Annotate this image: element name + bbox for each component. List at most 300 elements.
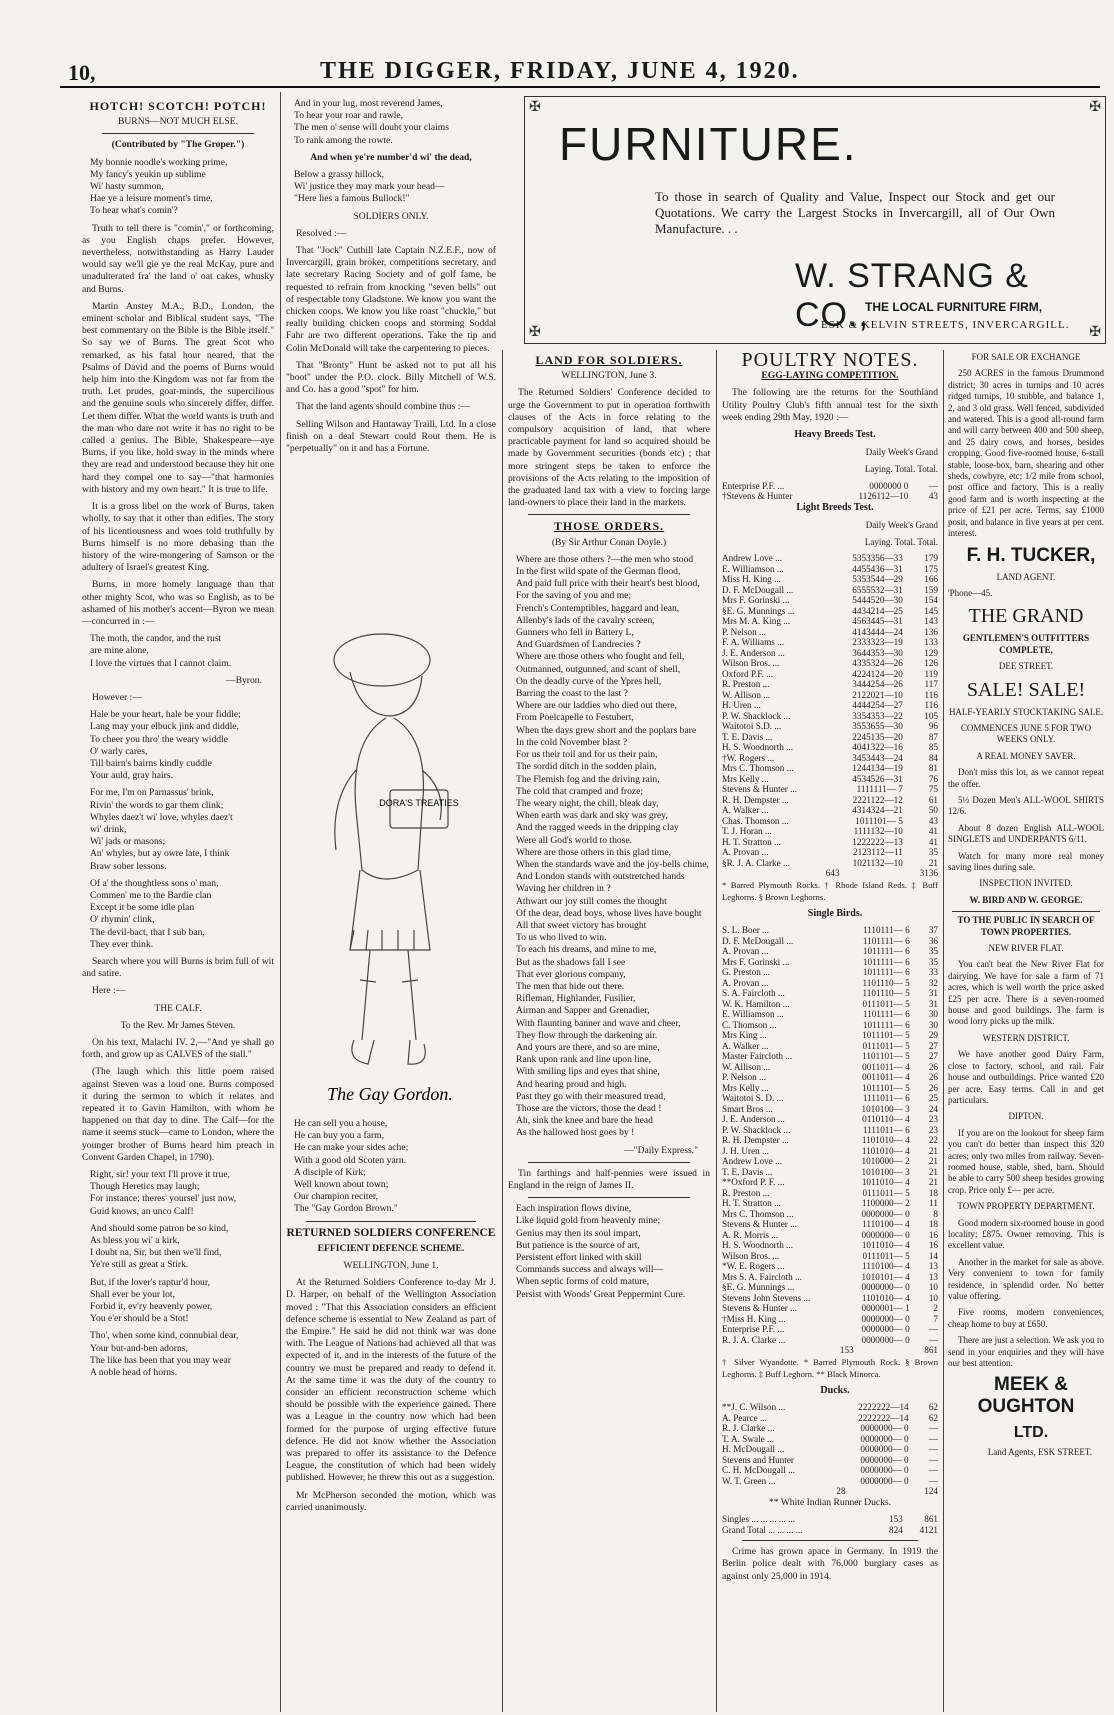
divider [952, 911, 1100, 912]
table-cell: 133 [924, 637, 938, 648]
table-row [722, 957, 938, 968]
table-cell: 3444254—26 [852, 679, 903, 690]
table-cell: D. F. McDougall ... [722, 584, 794, 595]
divider [742, 1540, 918, 1541]
table-title: Heavy Breeds Test. [794, 429, 876, 441]
table-cell: G. Preston ... [722, 967, 770, 978]
table-cell: 29 [928, 1030, 938, 1041]
paragraph: However :— [92, 691, 142, 703]
table-cell: 10 [928, 1282, 938, 1293]
table-cell: P. Nelson ... [722, 1072, 766, 1083]
table-cell: 1111111— 7 [856, 784, 903, 795]
column-rsc [286, 1118, 496, 1710]
summary-cell: 4121 [919, 1524, 938, 1535]
table-cell: 117 [924, 679, 938, 690]
table-cell: 154 [924, 595, 938, 606]
table-title: Single Birds. [807, 908, 863, 920]
table-cell: Oxford P.F. ... [722, 668, 774, 679]
table-row [722, 1062, 938, 1073]
table-cell: 1110100— 4 [862, 1219, 910, 1230]
table-row [722, 564, 938, 575]
table-row [722, 999, 938, 1010]
table-cell: Enterprise P.F. ... [722, 480, 785, 491]
furniture-advertisement [524, 96, 1106, 344]
table-head: Daily Week's Grand [865, 447, 938, 458]
verse: Each inspiration flows divine, Like liquid gold from heavenly mine; Genius may then its soul impart, But patience is the source of art, Persistent effort linked with skill Commands success and always will— When septic forms of cold mature, Persist with Woods' Great Peppermint Cure. [516, 1203, 686, 1300]
table-row [722, 1455, 938, 1466]
table-cell: 136 [924, 626, 938, 637]
table-cell: 16 [928, 1240, 938, 1251]
divider [102, 133, 254, 134]
table-row [722, 1156, 938, 1167]
table-row [722, 1282, 938, 1293]
table-cell: 2222222—14 [858, 1402, 909, 1413]
table-cell: Chas. Thomson ... [722, 815, 789, 826]
ad-sub: INSPECTION INVITED. [979, 878, 1073, 889]
verse: Right, sir! your text I'll prove it true, Though Heretics may laugh; For instance; theres' yoursel' just now, Guid knows, an unco Calf! [90, 1169, 237, 1217]
table-cell: Waitotoi S. D. ... [722, 1093, 784, 1104]
table-cell: A. R. Morris ... [722, 1229, 779, 1240]
table-cell: J. H. Uren ... [722, 1145, 769, 1156]
paragraph: That "Bronty" Hunt be asked not to put all his "boot" under the P.O. clock. Billy Mitchell of W.S. and Co. has a good "spot" for him. [286, 359, 496, 396]
table-row [722, 491, 938, 502]
table-cell: 21 [928, 857, 938, 868]
table-cell: R. H. Dempster ... [722, 794, 789, 805]
table-cell: A. Provan ... [722, 977, 769, 988]
table-head: Laying. Total. Total. [864, 464, 938, 475]
ad-sub: W. BIRD AND W. GEORGE. [969, 894, 1083, 905]
table-cell: P. Nelson ... [722, 626, 766, 637]
table-cell: W. Allison ... [722, 689, 771, 700]
verse: He can sell you a house, He can buy you a farm, He can make your sides ache; With a good old Scoten yarn. A disciple of Kirk; Well known about town; Our champion reciter, The "Gay Gordon Brown." [294, 1118, 409, 1215]
table-row [722, 837, 938, 848]
paragraph: Good modern six-roomed house in good locality; £875. Owner removing. This is excellent value. [948, 1217, 1104, 1251]
article-title: POULTRY NOTES. [741, 352, 919, 371]
table-cell: R. H. Dempster ... [722, 1135, 789, 1146]
table-title: Light Breeds Test. [796, 501, 874, 513]
table-cell: 1011111— 6 [862, 956, 910, 967]
table-cell: 2222222—14 [858, 1412, 909, 1423]
table-cell: 21 [928, 1156, 938, 1167]
table-cell: 5444520—30 [852, 595, 903, 606]
source-attribution: —"Daily Express." [624, 1144, 698, 1156]
table-cell: 32 [928, 977, 938, 988]
table-cell: Master Faircloth ... [722, 1051, 793, 1062]
dateline: WELLINGTON, June 3. [561, 370, 657, 382]
table-cell: 87 [928, 731, 938, 742]
table-note: † Silver Wyandotte. * Barred Plymouth Rock. § Brown Leghorns. ‡ Buff Leghorn. ** Black Minorca. [722, 1356, 938, 1380]
table-cell: — [928, 1454, 938, 1465]
table-cell: 30 [928, 1019, 938, 1030]
table-cell: 1101010— 4 [861, 1145, 910, 1156]
total-cell: 124 [924, 1486, 938, 1497]
column-poultry [722, 352, 938, 1710]
table-cell: H. S. Woodnorth ... [722, 742, 794, 753]
table-row [722, 721, 938, 732]
divider [528, 1162, 690, 1163]
table-cell: 1111011— 6 [862, 1124, 910, 1135]
table-cell: 4335324—26 [852, 658, 903, 669]
byline: (Contributed by "The Groper.") [111, 139, 245, 151]
table-cell: H. S. Woodnorth ... [722, 1240, 794, 1251]
verse-heading: And when ye're number'd wi' the dead, [310, 151, 472, 163]
table-cell: Stevens & Hunter ... [722, 784, 798, 795]
table-row [722, 1402, 938, 1413]
table-row [722, 1083, 938, 1094]
table-cell: 105 [924, 710, 938, 721]
table-cell: A. Provan ... [722, 946, 769, 957]
table-cell: 0111011— 5 [862, 998, 910, 1009]
table-head: Daily Week's Grand [865, 519, 938, 530]
table-cell: 1011101— 5 [862, 1030, 910, 1041]
table-cell: 2333323—19 [852, 637, 903, 648]
table-row [722, 637, 938, 648]
table-cell: Stevens & Hunter ... [722, 1303, 798, 1314]
table-row [722, 1324, 938, 1335]
table-cell: P. W. Shacklock ... [722, 710, 791, 721]
paragraph: If you are on the lookout for sheep farm you can't do better than inspect this 320 acres; only two miles from railway. Seven-roomed house, stable, shed, barn. Should be able to carry 500 sheep besides growing crop. Price only £— per acre. [948, 1127, 1104, 1195]
table-row [722, 1261, 938, 1272]
table-cell: 143 [924, 616, 938, 627]
ad-sub: HALF-YEARLY STOCKTAKING SALE. [948, 706, 1104, 717]
article-title: LAND FOR SOLDIERS. [535, 353, 683, 367]
masthead: THE DIGGER, FRIDAY, JUNE 4, 1920. [320, 58, 800, 84]
single-totals [722, 1345, 938, 1356]
article-subtitle: EGG-LAYING COMPETITION. [761, 370, 899, 382]
table-row [722, 753, 938, 764]
table-row [722, 1335, 938, 1346]
divider [306, 1221, 476, 1222]
table-cell: Miss H. King ... [722, 574, 781, 585]
table-cell: 1126112—10 [858, 491, 909, 502]
table-cell: 175 [924, 563, 938, 574]
table-cell: 21 [928, 1166, 938, 1177]
table-cell: Mrs M. A. King ... [722, 616, 791, 627]
table-cell: Mrs Kelly ... [722, 773, 769, 784]
table-row [722, 967, 938, 978]
ad-heading: FOR SALE OR EXCHANGE [971, 352, 1081, 362]
paragraph: There are just a selection. We ask you to send in your enquiries and they will have our best attention. [948, 1335, 1104, 1369]
table-cell: §R. J. A. Clarke ... [722, 857, 790, 868]
paragraph: It is a gross libel on the work of Burns, taken wholly, to say that it other than edifies. The story of his licentiousness and woes told truthfully by Burns himself is no more debasing than the history of the wire-mongering of Samson or the adultery of Israel's greatest King. [82, 501, 274, 574]
table-row [722, 858, 938, 869]
paragraph: Crime has grown apace in Germany. In 1919 the Berlin police dealt with 76,000 burglary cases as against only 25,000 in 1914. [722, 1546, 938, 1582]
table-cell: 4563445—31 [852, 616, 903, 627]
table-cell: Mrs King ... [722, 1030, 767, 1041]
table-row [722, 1444, 938, 1455]
table-cell: 3453443—24 [852, 752, 903, 763]
table-cell: R. J. A. Clarke ... [722, 1334, 786, 1345]
table-cell: 30 [928, 1009, 938, 1020]
table-cell: 21 [928, 1177, 938, 1188]
table-row [722, 627, 938, 638]
table-cell: 4534526—31 [852, 773, 903, 784]
table-row [722, 679, 938, 690]
table-cell: J. E. Anderson ... [722, 1114, 785, 1125]
table-cell: 1101010— 4 [861, 1135, 910, 1146]
table-row [722, 1051, 938, 1062]
table-cell: 1011101— 5 [855, 815, 903, 826]
paragraph: Tin farthings and half-pennies were issued in England in the reign of James II. [508, 1167, 710, 1191]
table-cell: 13 [928, 1261, 938, 1272]
table-cell: 4455436—31 [852, 563, 903, 574]
paragraph: Truth to tell there is "comin'," or forthcoming, as you English chaps prefer. However, nevertheless, notwithstanding as Harry Lauder would say we'll gie ye the real McKay, pure and unadulterated fra' the land o' oat cakes, whusky and Burns. [82, 222, 274, 295]
paragraph: Mr McPherson seconded the motion, which was carried unanimously. [286, 1489, 496, 1513]
table-cell: 166 [924, 574, 938, 585]
table-cell: — [928, 1324, 938, 1335]
table-cell: 62 [928, 1412, 938, 1423]
table-cell: 81 [928, 763, 938, 774]
table-row [722, 658, 938, 669]
ad-name: F. H. TUCKER, [966, 544, 1096, 566]
table-cell: 2221122—12 [852, 794, 903, 805]
table-cell: H. Uren ... [722, 700, 761, 711]
table-cell: 4143444—24 [852, 626, 903, 637]
ad-sub: DIPTON. [1008, 1111, 1044, 1122]
table-row [722, 816, 938, 827]
table-cell: 84 [928, 752, 938, 763]
column-rule [280, 92, 281, 1712]
table-cell: 1011111— 6 [862, 967, 910, 978]
table-cell: 37 [928, 925, 938, 936]
table-cell: 1101010— 4 [861, 1292, 910, 1303]
table-row [722, 774, 938, 785]
total-cell: 28 [836, 1486, 846, 1497]
ad-sub: A REAL MONEY SAVER. [976, 750, 1076, 761]
table-cell: 33 [928, 967, 938, 978]
verse: And should some patron be so kind, As bless you wi' a kirk, I doubt na, Sir, but then we'll find, Ye're still as great a Stirk. [90, 1222, 229, 1271]
table-cell: Waitotoi S.D. ... [722, 721, 782, 732]
table-cell: 27 [928, 1051, 938, 1062]
table-cell: 0000000— 0 [860, 1475, 909, 1486]
paragraph: Five rooms, modern conveniences, cheap home to buy at £650. [948, 1307, 1104, 1329]
table-cell: 129 [924, 647, 938, 658]
table-cell: 22 [928, 1135, 938, 1146]
table-cell: 3354353—22 [852, 710, 903, 721]
table-cell: H. McDougall ... [722, 1444, 785, 1455]
table-cell: Smart Bros ... [722, 1103, 773, 1114]
table-cell: 16 [928, 1229, 938, 1240]
table-cell: 0000000— 0 [861, 1229, 910, 1240]
table-cell: 8 [933, 1208, 938, 1219]
table-cell: A. Provan ... [722, 847, 769, 858]
poem-dedication: To the Rev. Mr James Steven. [120, 1019, 236, 1031]
divider [528, 514, 690, 515]
summary-cell: 824 [889, 1524, 903, 1535]
table-cell: 61 [928, 794, 938, 805]
table-cell: Enterprise P.F. ... [722, 1324, 785, 1335]
table-cell: †W. Rogers ... [722, 752, 775, 763]
table-cell: 5353356—33 [852, 553, 903, 564]
table-cell: 14 [928, 1250, 938, 1261]
verse: Hale be your heart, hale be your fiddle; Lang may your elbuck jink and diddle, To cheer you thro' the weary widdle O' warly cares, Till bairn's bairns kindly cuddle Your auld, gray hairs. [90, 709, 241, 782]
ad-tagline: THE LOCAL FURNITURE FIRM, [865, 300, 1043, 314]
table-title: Ducks. [820, 1385, 850, 1397]
table-row [722, 1041, 938, 1052]
total-cell: 861 [924, 1345, 938, 1356]
table-row [722, 669, 938, 680]
table-cell: Wilson Bros. ... [722, 1250, 780, 1261]
table-cell: 3644353—30 [852, 647, 903, 658]
table-cell: 1101110— 5 [862, 977, 910, 988]
table-cell: J. E. Anderson ... [722, 647, 785, 658]
table-cell: 1010100— 3 [861, 1103, 910, 1114]
table-cell: R. Preston ... [722, 1187, 770, 1198]
table-cell: C. Thomson ... [722, 1019, 777, 1030]
table-cell: 62 [928, 1402, 938, 1413]
table-row [722, 1030, 938, 1041]
table-cell: Stevens John Stevens ... [722, 1292, 811, 1303]
paragraph: Resolved :— [296, 227, 347, 239]
table-cell: 6555532—31 [852, 584, 903, 595]
table-cell: 119 [924, 668, 938, 679]
ad-sub: TOWN PROPERTY DEPARTMENT. [957, 1201, 1095, 1212]
table-cell: 21 [928, 1145, 938, 1156]
table-cell: 1021132—10 [852, 857, 903, 868]
cartoon-caption: The Gay Gordon. [327, 1084, 453, 1104]
table-cell: 0011011— 4 [862, 1061, 910, 1072]
table-cell: 13 [928, 1271, 938, 1282]
table-cell: 1011111— 6 [862, 946, 910, 957]
table-cell: 1011010— 4 [861, 1177, 910, 1188]
table-row [722, 784, 938, 795]
table-cell: 2245135—20 [852, 731, 903, 742]
dateline: WELLINGTON, June 1. [343, 1260, 439, 1272]
light-breeds-table [722, 553, 938, 868]
table-cell: Stevens & Hunter ... [722, 1219, 798, 1230]
table-cell: 1101101— 5 [862, 1051, 910, 1062]
table-cell: 0111011— 5 [862, 1250, 910, 1261]
table-cell: Stevens and Hunter [722, 1454, 794, 1465]
table-cell: W. T. Green ... [722, 1475, 776, 1486]
article-title: THOSE ORDERS. [553, 519, 665, 534]
table-row [722, 1293, 938, 1304]
ad-name: SALE! SALE! [966, 678, 1086, 701]
table-cell: 0000000— 0 [861, 1313, 910, 1324]
ad-sub: WESTERN DISTRICT. [982, 1032, 1070, 1043]
ad-phone: 'Phone—45. [948, 587, 993, 598]
table-cell: 0111011— 5 [862, 1187, 910, 1198]
ad-title: FURNITURE. [559, 118, 858, 170]
paragraph: At the Returned Soldiers Conference to-day Mr J. D. Harper, on behalf of the Wellington Association moved : "That this Association considers an efficient defence scheme is essential to New Zealand as part of the Empire." He said he did not think war was done with. The League of Nations had achieved all that was expected of it, and in the interests of the future of the country we must be prepared and ready to defend it. At the same time it was the duty of the country to consider an efficient reconstruction scheme which should be possible with the experience gained. There was a League in the country now which had been formed for the purpose of urging effective future defence. He did not know whether the Association was prepared to offer its assistance to the Defence League, the constitution of which had been widely published. However, he threw this out as a suggestion. [286, 1277, 496, 1484]
table-cell: 26 [928, 1082, 938, 1093]
table-cell: W. K. Hamilton ... [722, 998, 790, 1009]
table-cell: 2122021—10 [852, 689, 903, 700]
table-cell: 3553655—30 [852, 721, 903, 732]
table-row [722, 1240, 938, 1251]
table-cell: 4041322—16 [852, 742, 903, 753]
table-note: ** White Indian Runner Ducks. [768, 1496, 892, 1508]
table-row [722, 1167, 938, 1178]
table-cell: W. Allison ... [722, 1061, 771, 1072]
table-cell: 1101111— 6 [862, 1009, 910, 1020]
cartoon-sign: DORA'S TREATIES [379, 798, 459, 808]
table-cell: 0000000— 0 [860, 1465, 909, 1476]
table-cell: 26 [928, 1061, 938, 1072]
paragraph: Selling Wilson and Hantaway Traill, Ltd. In a close finish on a deal Stewart could Rout them. He is "perpetually" on it and has a Fortune. [286, 418, 496, 455]
verse: Below a grassy hillock, Wi' justice they may mark your head— "Here lies a famous Bullock!" [294, 169, 445, 205]
table-head: Laying. Total. Total. [864, 537, 938, 548]
cartoon-gay-gordon [290, 620, 492, 1110]
column-ads [948, 352, 1104, 1710]
table-cell: — [928, 1475, 938, 1486]
table-cell: 179 [924, 553, 938, 564]
table-cell: T. J. Horan ... [722, 826, 772, 837]
table-cell: T. A. Swale ... [722, 1433, 774, 1444]
table-cell: 1110100— 4 [862, 1261, 910, 1272]
table-cell: T. E. Davis ... [722, 1166, 773, 1177]
ad-text: To those in search of Quality and Value, Inspect our Stock and get our Quotations. We carry the Largest Stocks in Invercargill, all of Our Own Manufacture. . . [655, 189, 1055, 236]
table-cell: 0000001— 1 [861, 1303, 910, 1314]
table-cell: — [928, 1444, 938, 1455]
verse: And in your lug, most reverend James, To hear your roar and rawle, The men o' sense will doubt your claims To rank among the rowte. [294, 98, 449, 146]
table-cell: †Miss H. King ... [722, 1313, 786, 1324]
ornament-icon: ✠ [1089, 325, 1101, 340]
table-cell: P. W. Shacklock ... [722, 1124, 791, 1135]
table-cell: †Stevens & Hunter [722, 491, 793, 502]
table-cell: T. E. Davis ... [722, 731, 773, 742]
table-cell: 2123112—11 [852, 847, 903, 858]
ornament-icon: ✠ [529, 325, 541, 340]
paragraph: That the land agents should combine thus :— [296, 401, 470, 413]
summary-table [722, 1514, 938, 1535]
table-cell: 18 [928, 1187, 938, 1198]
table-cell: 0000000— 0 [861, 1282, 910, 1293]
article-subtitle: EFFICIENT DEFENCE SCHEME. [317, 1242, 465, 1254]
table-row [722, 1072, 938, 1083]
table-row [722, 1093, 938, 1104]
table-cell: 27 [928, 1040, 938, 1051]
table-cell: 25 [928, 1093, 938, 1104]
table-row [722, 1413, 938, 1424]
table-cell: F. A. Williams ... [722, 637, 785, 648]
table-cell: 10 [928, 1292, 938, 1303]
table-cell: Wilson Bros. ... [722, 658, 780, 669]
table-cell: 4434214—25 [852, 605, 903, 616]
total-cell: 153 [839, 1345, 854, 1356]
table-cell: 41 [928, 836, 938, 847]
heavy-breeds-table [722, 481, 938, 502]
paragraph: Search where you will Burns is brim full of wit and satire. [82, 956, 274, 980]
table-cell: 1110111— 6 [862, 925, 910, 936]
table-row [722, 1314, 938, 1325]
table-row [722, 690, 938, 701]
table-cell: — [928, 1334, 938, 1345]
table-row [722, 795, 938, 806]
table-cell: 2 [933, 1303, 938, 1314]
ornament-icon: ✠ [1089, 100, 1101, 115]
ad-sub: COMMENCES JUNE 5 FOR TWO WEEKS ONLY. [960, 722, 1092, 745]
table-cell: 0000000— 0 [860, 1444, 909, 1455]
paragraph: Burns, in more homely language than that other mighty Scot, who was so English, as to be ashamed of his mother's accent—Byron we mean—concurred in :— [82, 579, 274, 627]
table-cell: 24 [928, 1103, 938, 1114]
table-row [722, 978, 938, 989]
table-cell: 145 [924, 605, 938, 616]
table-cell: 1011010— 4 [861, 1240, 910, 1251]
total-cell: 643 [825, 868, 840, 879]
table-cell: 1100000— 2 [861, 1198, 910, 1209]
paragraph: That "Jock" Cuthill late Captain N.Z.E.F., now of Invercargill, grain broker, competitions secretary, and late secretary Racing Society and of golf fame, be requested to refrain from knocking "seven bells" out of respectable tony Gladstone. We know you want the chicken coops. We know you like roast "chuckle," but really building chicken coops and storming Soddal Fahr are two different operations. Take the tip and Colin McDonald will take the carpentering to pieces. [286, 245, 496, 354]
ad-name: MEEK & OUGHTON [977, 1374, 1075, 1418]
table-row [722, 1303, 938, 1314]
article-title: RETURNED SOLDIERS CONFERENCE [286, 1226, 496, 1239]
table-cell: H. T. Stratton ... [722, 1198, 781, 1209]
table-cell: — [928, 480, 938, 491]
table-row [722, 925, 938, 936]
table-cell: E. Williamson ... [722, 1009, 784, 1020]
table-cell: 43 [928, 815, 938, 826]
table-cell: 0110110— 4 [862, 1114, 910, 1125]
